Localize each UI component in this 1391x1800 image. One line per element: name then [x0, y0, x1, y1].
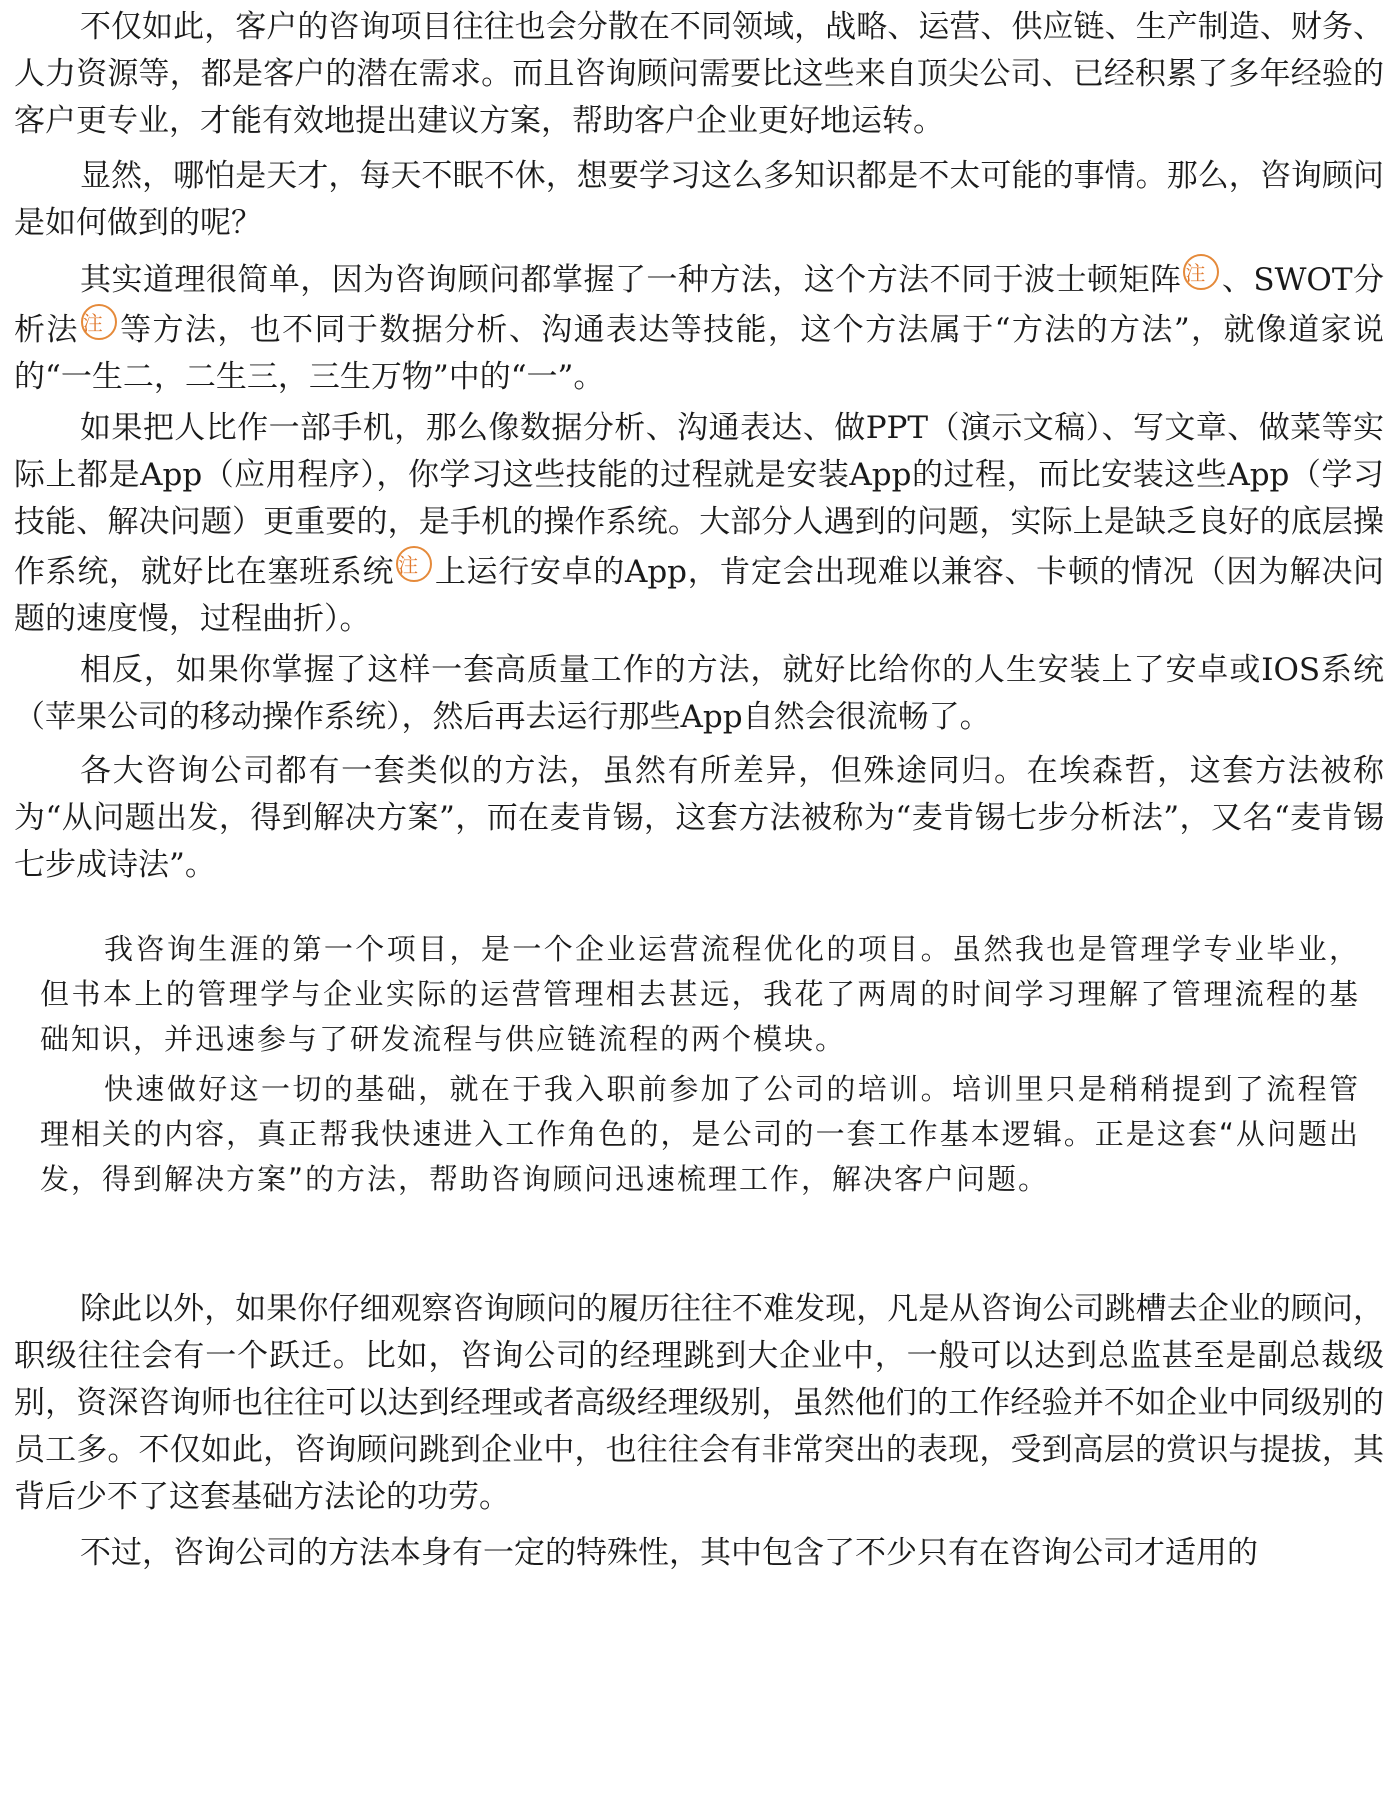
text-segment: 上运行安卓的App，肯定会出现难以兼容、卡顿的情况（因为解决问题的速度慢，过程曲折）。: [14, 554, 1384, 637]
footnote-marker-icon[interactable]: 注: [1183, 254, 1219, 290]
paragraph-career-jump: 除此以外，如果你仔细观察咨询顾问的履历往往不难发现，凡是从咨询公司跳槽去企业的顾问，职级往往会有一个跃迁。比如，咨询公司的经理跳到大企业中，一般可以达到总监甚至是副总裁级别，资深咨询师也往往可以达到经理或者高级经理级别，虽然他们的工作经验并不如企业中同级别的员工多。不仅如此，咨询顾问跳到企业中，也往往会有非常突出的表现，受到高层的赏识与提拔，其背后少不了这套基础方法论的功劳。: [14, 1291, 1384, 1515]
paragraph-how-consultants: 显然，哪怕是天才，每天不眠不休，想要学习这么多知识都是不太可能的事情。那么，咨询顾问是如何做到的呢？: [14, 158, 1384, 241]
text-segment: 、SWOT分析法: [14, 262, 1384, 348]
paragraph-method-of-methods: [14, 254, 1384, 401]
text-segment: 其实道理很简单，因为咨询顾问都掌握了一种方法，这个方法不同于波士顿矩阵: [80, 262, 1182, 298]
anecdote-paragraph-first-project: 我咨询生涯的第一个项目，是一个企业运营流程优化的项目。虽然我也是管理学专业毕业，但书本上的管理学与企业实际的运营管理相去甚远，我花了两周的时间学习理解了管理流程的基础知识，并迅速参与了研发流程与供应链流程的两个模块。: [40, 932, 1360, 1056]
paragraph-os-analogy: 相反，如果你掌握了这样一套高质量工作的方法，就好比给你的人生安装上了安卓或IOS系统（苹果公司的移动操作系统），然后再去运行那些App自然会很流畅了。: [14, 652, 1384, 735]
paragraph-consulting-methods: 各大咨询公司都有一套类似的方法，虽然有所差异，但殊途同归。在埃森哲，这套方法被称为“从问题出发，得到解决方案”，而在麦肯锡，这套方法被称为“麦肯锡七步分析法”，又名“麦肯锡七步成诗法”。: [14, 753, 1384, 883]
paragraph-phone-analogy: [14, 405, 1384, 643]
anecdote-paragraph-training: 快速做好这一切的基础，就在于我入职前参加了公司的培训。培训里只是稍稍提到了流程管理相关的内容，真正帮我快速进入工作角色的，是公司的一套工作基本逻辑。正是这套“从问题出发，得到解决方案”的方法，帮助咨询顾问迅速梳理工作，解决客户问题。: [40, 1072, 1360, 1196]
footnote-marker-icon[interactable]: 注: [396, 546, 432, 582]
text-segment: 如果把人比作一部手机，那么像数据分析、沟通表达、做PPT（演示文稿）、写文章、做菜等实际上都是App（应用程序），你学习这些技能的过程就是安装App的过程，而比安装这些App（学习技能、解决问题）更重要的，是手机的操作系统。大部分人遇到的问题，实际上是缺乏良好的底层操作系统，就好比在塞班系统: [14, 410, 1384, 590]
footnote-marker-icon[interactable]: 注: [81, 304, 117, 340]
paragraph-method-specificity: 不过，咨询公司的方法本身有一定的特殊性，其中包含了不少只有在咨询公司才适用的: [80, 1535, 1258, 1571]
text-segment: 等方法，也不同于数据分析、沟通表达等技能，这个方法属于“方法的方法”，就像道家说的“一生二，二生三，三生万物”中的“一”。: [14, 312, 1384, 395]
paragraph-consulting-domains: 不仅如此，客户的咨询项目往往也会分散在不同领域，战略、运营、供应链、生产制造、财务、人力资源等，都是客户的潜在需求。而且咨询顾问需要比这些来自顶尖公司、已经积累了多年经验的客户更专业，才能有效地提出建议方案，帮助客户企业更好地运转。: [14, 9, 1384, 139]
